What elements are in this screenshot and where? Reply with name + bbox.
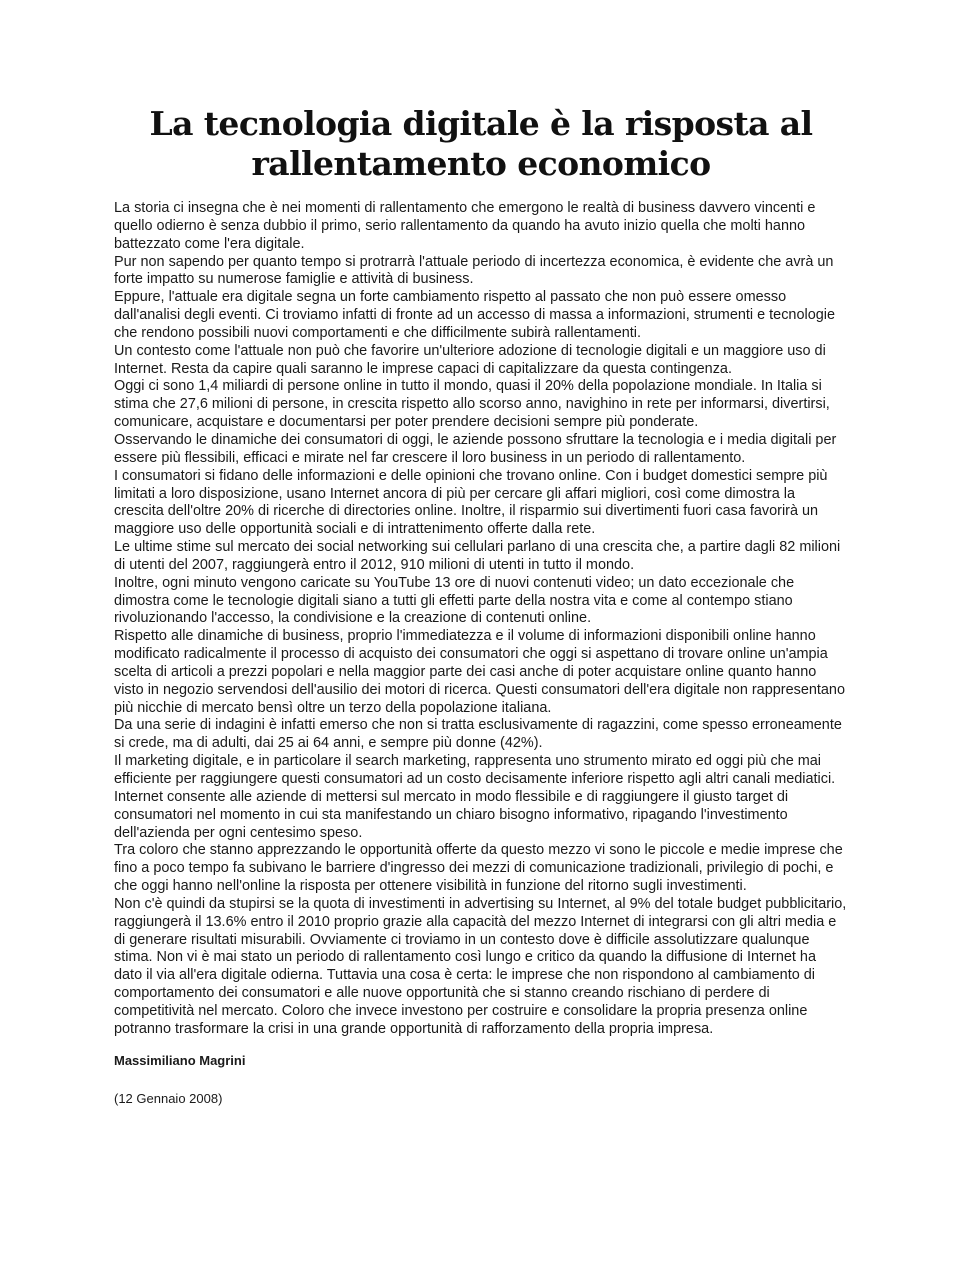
paragraph: La storia ci insegna che è nei momenti di rallentamento che emergono le realtà di business davvero vincenti e quello odierno è senza dubbio il primo, serio rallentamento da quando ha avuto inizio quella che molti hanno battezzato come l'era digitale. — [114, 200, 816, 252]
paragraph: Inoltre, ogni minuto vengono caricate su YouTube 13 ore di nuovi contenuti video; un dato eccezionale che dimostra come le tecnologie digitali siano a tutti gli effetti parte della nostra vita e come al contempo stiano rivoluzionando l'accesso, la condivisione e la creazione di contenuti online. — [114, 574, 795, 627]
paragraph: Rispetto alle dinamiche di business, proprio l'immediatezza e il volume di informazioni disponibili online hanno modificato radicalmente il processo di acquisto dei consumatori che oggi si aspettano di trovare online un'ampia scelta di articoli a prezzi popolari e nella maggior parte dei casi anche di poter acquistare online quanto hanno visto in negozio servendosi dell'ausilio dei motori di ricerca. Questi consumatori dell'era digitale non rappresentano più nicchie di mercato bensì oltre un terzo della popolazione italiana. — [114, 628, 845, 716]
paragraph: Tra coloro che stanno apprezzando le opportunità offerte da questo mezzo vi sono le piccole e medie imprese che fino a poco tempo fa subivano le barriere d'ingresso dei mezzi di comunicazione tradizionali, privilegio di pochi, e che oggi hanno nell'online la risposta per ottenere visibilità in funzione del ritorno sugli investimenti. — [114, 842, 843, 895]
paragraph: Pur non sapendo per quanto tempo si protrarrà l'attuale periodo di incertezza economica, è evidente che avrà un forte impatto su numerose famiglie e attività di business. — [114, 253, 834, 288]
article-body — [114, 200, 848, 1039]
paragraph: Eppure, l'attuale era digitale segna un forte cambiamento rispetto al passato che non può essere omesso dall'analisi degli eventi. Ci troviamo infatti di fronte ad un accesso di massa a informazioni, strumenti e tecnologie che rendono possibili nuovi comportamenti e che difficilmente subirà rallentamenti. — [114, 289, 835, 341]
paragraph: Oggi ci sono 1,4 miliardi di persone online in tutto il mondo, quasi il 20% della popolazione mondiale. In Italia si stima che 27,6 milioni di persone, in crescita rispetto allo scorso anno, navighino in rete per informarsi, divertirsi, comunicare, acquistare e documentarsi per poter prendere decisioni sempre più ponderate. — [114, 378, 830, 431]
author-name: Massimiliano Magrini — [114, 1052, 246, 1068]
paragraph: Da una serie di indagini è infatti emerso che non si tratta esclusivamente di ragazzini, come spesso erroneamente si crede, ma di adulti, dai 25 ai 64 anni, e sempre più donne (42%). — [114, 717, 842, 752]
paragraph: Un contesto come l'attuale non può che favorire un'ulteriore adozione di tecnologie digitali e un maggiore uso di Internet. Resta da capire quali saranno le imprese capaci di capitalizzare da questa contingenza. — [114, 342, 826, 377]
paragraph: Osservando le dinamiche dei consumatori di oggi, le aziende possono sfruttare la tecnologia e i media digitali per essere più flessibili, efficaci e mirate nel far crescere il loro business in un periodo di rallentamento. — [114, 431, 837, 466]
paragraph: Le ultime stime sul mercato dei social networking sui cellulari parlano di una crescita che, a partire dagli 82 milioni di utenti del 2007, raggiungerà entro il 2012, 910 milioni di utenti in tutto il mondo. — [114, 539, 841, 573]
publication-date: (12 Gennaio 2008) — [114, 1090, 223, 1106]
article-page — [114, 104, 848, 1107]
paragraph: Il marketing digitale, e in particolare il search marketing, rappresenta uno strumento mirato ed oggi più che mai efficiente per raggiungere questi consumatori ad un costo decisamente inferiore rispetto agli altri canali mediatici. Internet consente alle aziende di mettersi sul mercato in modo flessibile e di raggiungere il giusto target di consumatori nel momento in cui sta manifestando un chiaro bisogno informativo, ripagando l'investimento dell'azienda per ogni centesimo speso. — [114, 753, 836, 841]
article-title: La tecnologia digitale è la risposta al rallentamento economico — [149, 104, 813, 183]
paragraph: I consumatori si fidano delle informazioni e delle opinioni che trovano online. Con i budget domestici sempre più limitati a loro disposizione, usano Internet ancora di più per cercare gli affari migliori, così come dimostra la crescita dell'oltre 20% di ricerche di directories online. Inoltre, il risparmio sui divertimenti fuori casa favorirà un maggiore uso delle opportunità sociali e di intrattenimento offerte dalla rete. — [114, 467, 828, 538]
paragraph: Non c'è quindi da stupirsi se la quota di investimenti in advertising su Internet, al 9% del totale budget pubblicitario, raggiungerà il 13.6% entro il 2010 proprio grazie alla capacità del mezzo Internet di integrarsi con gli altri media e di generare risultati misurabili. Ovviamente ci troviamo in un contesto dove è difficile assolutizzare qualunque stima. Non vi è mai stato un periodo di rallentamento così lungo e critico da quando la diffusione di Internet ha dato il via all'era digitale odierna. Tuttavia una cosa è certa: le imprese che non rispondono al cambiamento di comportamento dei consumatori e alle nuove opportunità che si stanno creando rischiano di perdere di competitività nel mercato. Coloro che invece investono per costruire e consolidare la propria presenza online potranno trasformare la crisi in una grande opportunità di rafforzamento della propria impresa. — [114, 895, 847, 1037]
